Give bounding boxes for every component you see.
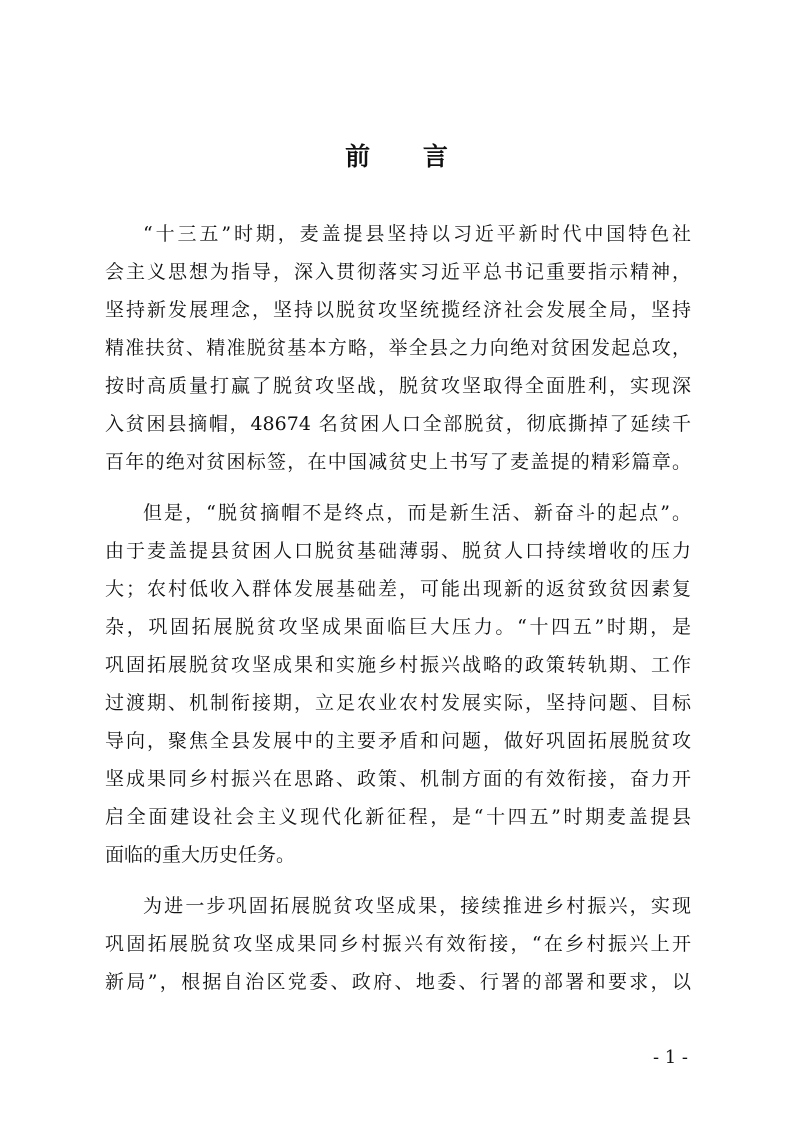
- paragraph-line: 面临的重大历史任务。: [105, 844, 296, 866]
- paragraph-line: 启全面建设社会主义现代化新征程，是“十四五”时期麦盖提县: [105, 806, 691, 828]
- paragraph-line: 会主义思想为指导，深入贯彻落实习近平总书记重要指示精神，: [105, 261, 691, 283]
- paragraph-line: 但是，“脱贫摘帽不是终点，而是新生活、新奋斗的起点”。: [143, 502, 691, 524]
- paragraph-line: 坚成果同乡村振兴在思路、政策、机制方面的有效衔接，奋力开: [105, 768, 691, 790]
- paragraph-line: 巩固拓展脱贫攻坚成果和实施乡村振兴战略的政策转轨期、工作: [105, 654, 691, 676]
- paragraph-line: 坚持新发展理念，坚持以脱贫攻坚统揽经济社会发展全局，坚持: [105, 299, 691, 321]
- paragraph-line: 入贫困县摘帽，48674 名贫困人口全部脱贫，彻底撕掉了延续千: [105, 413, 691, 435]
- paragraph-line: 按时高质量打赢了脱贫攻坚战，脱贫攻坚取得全面胜利，实现深: [105, 375, 691, 397]
- paragraph-line: 过渡期、机制衔接期，立足农业农村发展实际，坚持问题、目标: [105, 692, 691, 714]
- paragraph-line: 导向，聚焦全县发展中的主要矛盾和问题，做好巩固拓展脱贫攻: [105, 730, 691, 752]
- paragraph-line: 大；农村低收入群体发展基础差，可能出现新的返贫致贫因素复: [105, 578, 691, 600]
- paragraph-line: 精准扶贫、精准脱贫基本方略，举全县之力向绝对贫困发起总攻，: [105, 337, 691, 359]
- paragraph-line: “十三五”时期，麦盖提县坚持以习近平新时代中国特色社: [143, 223, 691, 245]
- paragraph-line: 巩固拓展脱贫攻坚成果同乡村振兴有效衔接，“在乡村振兴上开: [105, 933, 691, 955]
- paragraph-line: 新局”，根据自治区党委、政府、地委、行署的部署和要求，以: [105, 971, 691, 993]
- paragraph-line: 由于麦盖提县贫困人口脱贫基础薄弱、脱贫人口持续增收的压力: [105, 540, 691, 562]
- page-title: 前 言: [345, 142, 470, 171]
- page-number: - 1 -: [652, 1047, 688, 1068]
- paragraph-line: 百年的绝对贫困标签，在中国减贫史上书写了麦盖提的精彩篇章。: [105, 451, 691, 473]
- paragraph-line: 杂，巩固拓展脱贫攻坚成果面临巨大压力。“十四五”时期，是: [105, 616, 691, 638]
- paragraph-line: 为进一步巩固拓展脱贫攻坚成果，接续推进乡村振兴，实现: [143, 895, 691, 917]
